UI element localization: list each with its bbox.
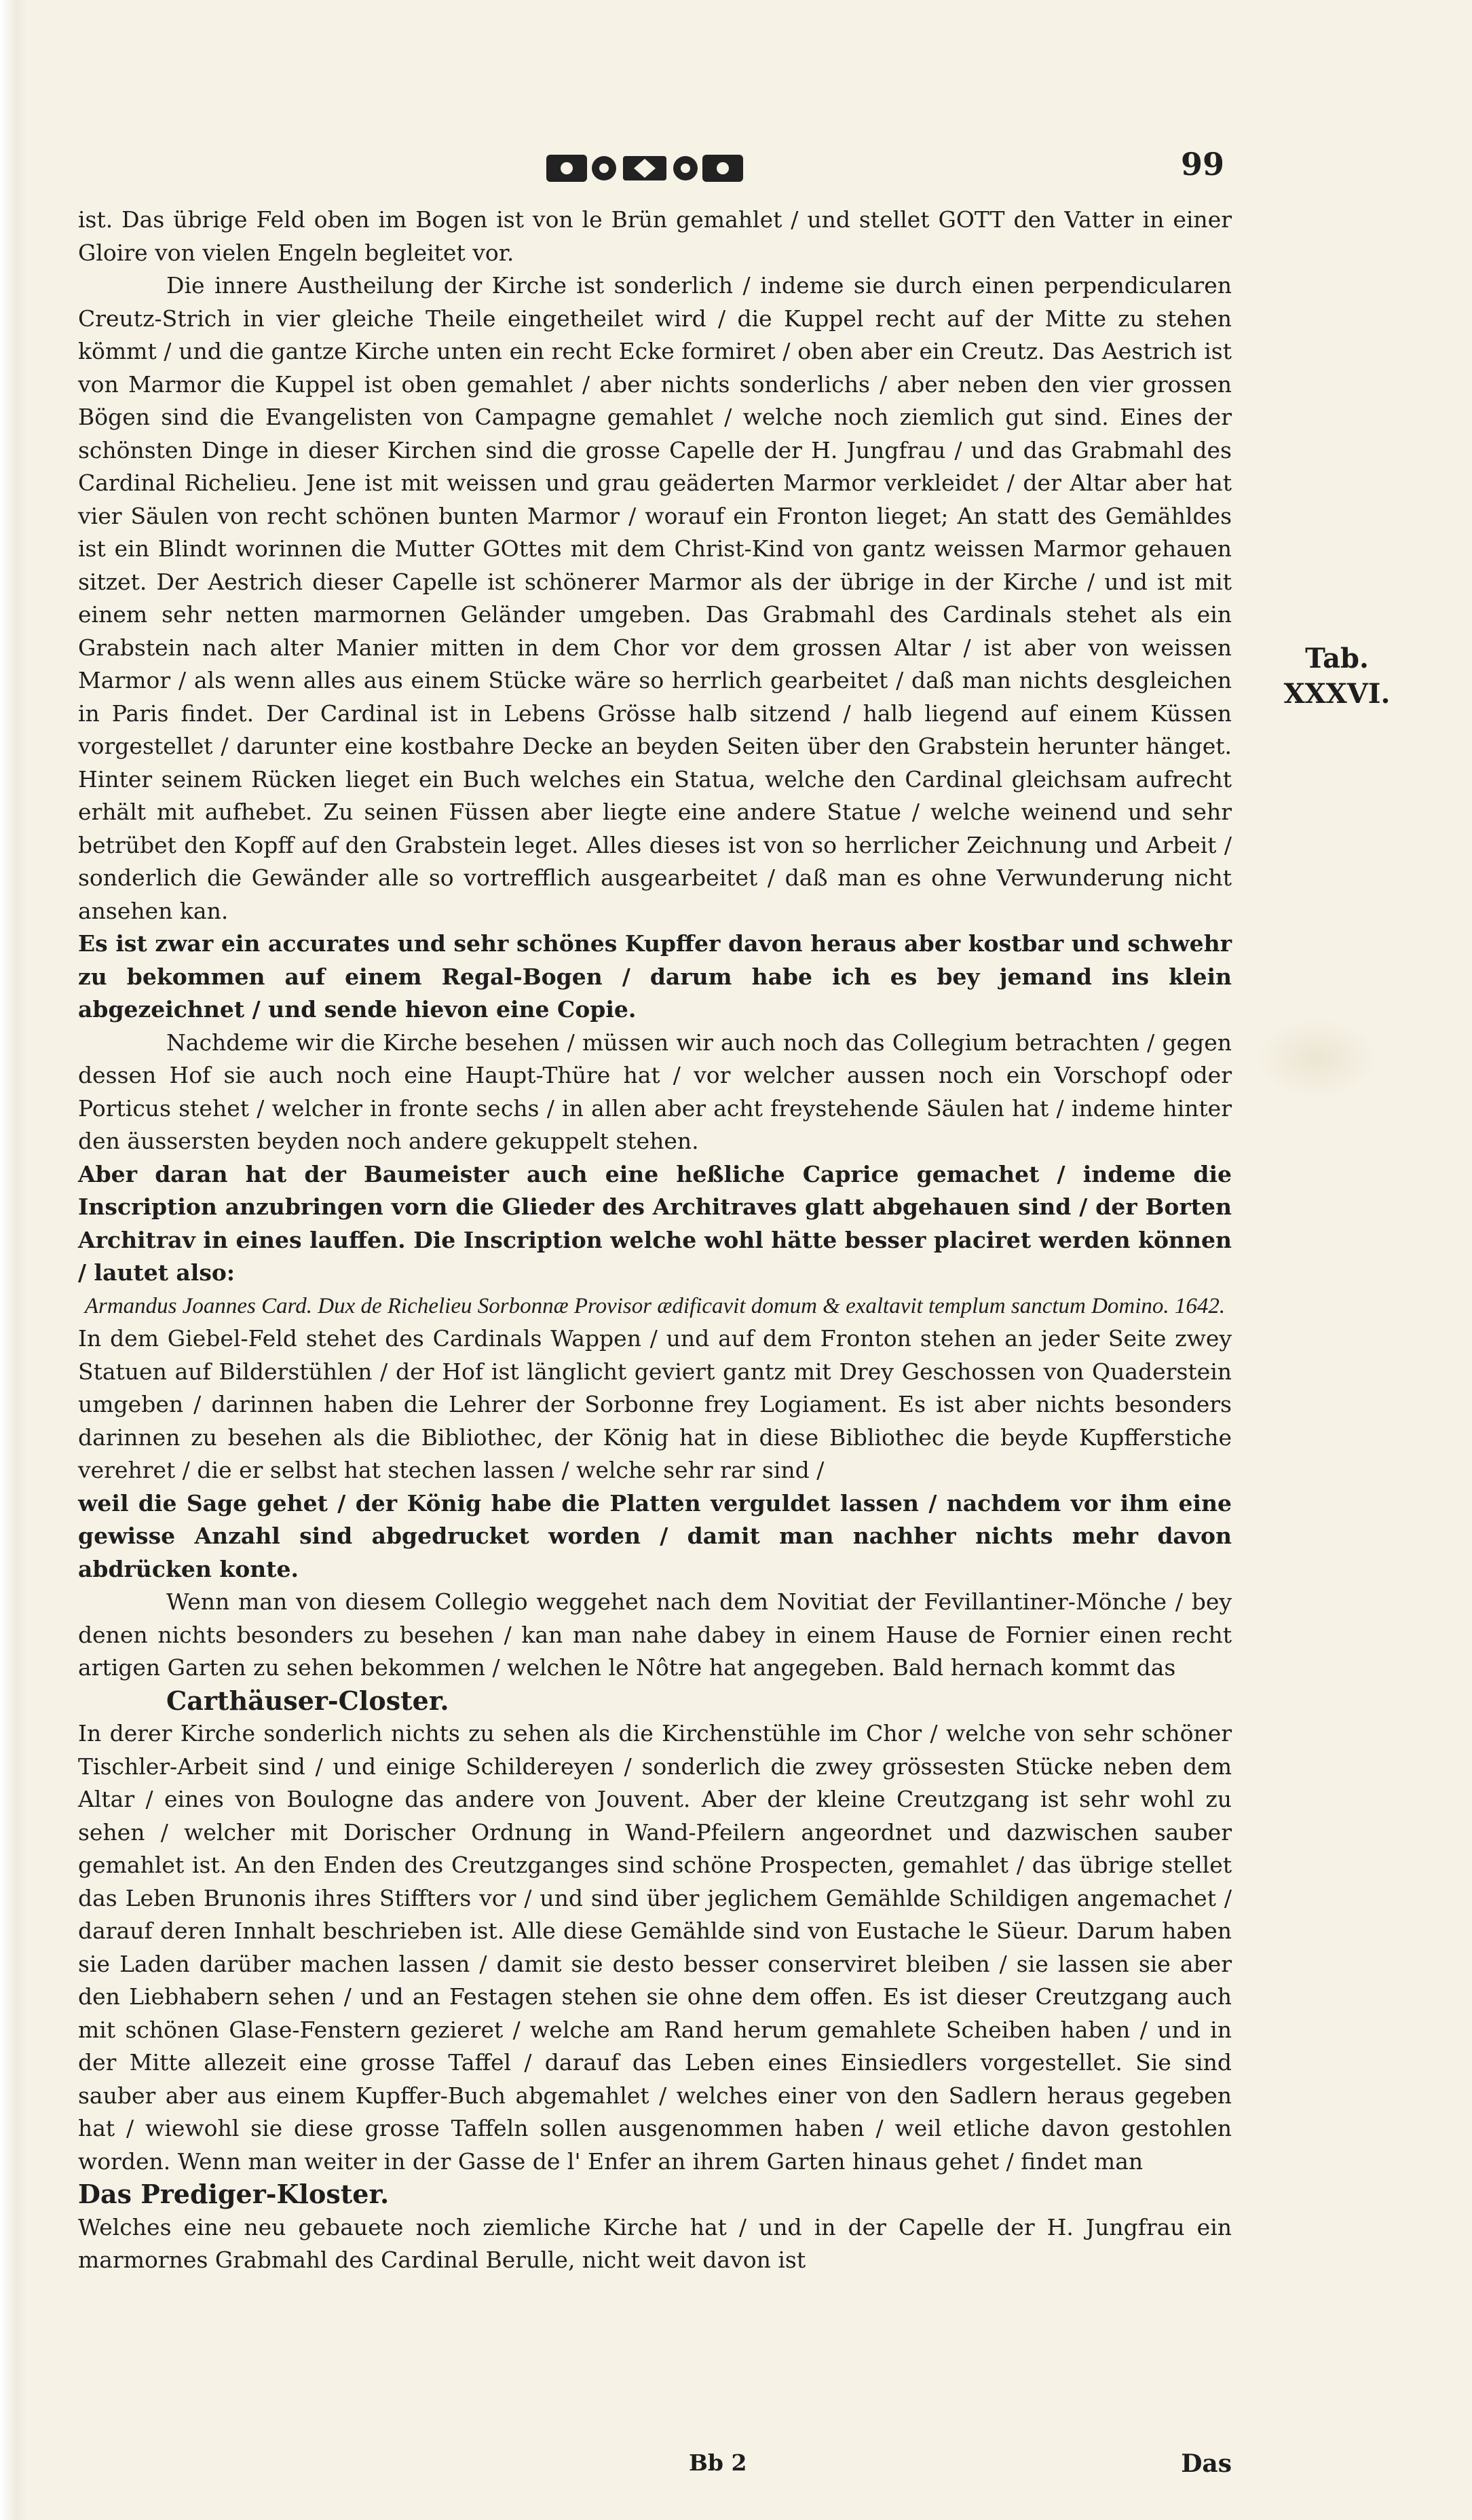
- paragraph-emphasis: Aber daran hat der Baumeister auch eine heßliche Caprice gemachet / indeme die Inscription anzubringen vorn die Glieder des Architraves glatt abgehauen sind / der Borten Architrav in eines lauffen. Die Inscription welche wohl hätte besser placiret werden können / lautet also:: [78, 1160, 1232, 1286]
- paragraph: Wenn man von diesem Collegio weggehet nach dem Novitiat der Fevillantiner-Mönche / bey denen nichts besonders zu besehen / kan man nahe dabey in einem Hause de Fornier einen recht artigen Garten zu sehen bekommen / welchen le Nôtre hat angegeben. Bald hernach kommt das: [78, 1588, 1232, 1681]
- decorative-ornament-icon: [543, 149, 747, 187]
- paragraph: ist. Das übrige Feld oben im Bogen ist von le Brün gemahlet / und stellet GOTT den Vatter in einer Gloire von vielen Engeln begleitet vor.: [78, 206, 1232, 266]
- page-header: [75, 146, 1228, 193]
- catchword: Das: [1181, 2449, 1232, 2478]
- paragraph-emphasis: Es ist zwar ein accurates und sehr schönes Kupffer davon heraus aber kostbar und schwehr zu bekommen auf einem Regal-Bogen / darum habe ich es bey jemand ins klein abgezeichnet / und sende hievon eine Copie.: [78, 930, 1232, 1023]
- paragraph: Die innere Austheilung der Kirche ist sonderlich / indeme sie durch einen perpendicularen Creutz-Strich in vier gleiche Theile eingetheilet wird / die Kuppel recht auf der Mitte zu stehen kömmt / und die gantze Kirche unten ein recht Ecke formiret / oben aber ein Creutz. Das Aestrich ist von Marmor die Kuppel ist oben gemahlet / aber nichts sonderlichs / aber neben den vier grossen Bögen sind die Evangelisten von Campagne gemahlet / welche noch ziemlich gut sind. Eines der schönsten Dinge in dieser Kirchen sind die grosse Capelle der H. Jungfrau / und das Grabmahl des Cardinal Richelieu. Jene ist mit weissen und grau geäderten Marmor verkleidet / der Altar aber hat vier Säulen von recht schönen bunten Marmor / worauf ein Fronton lieget; An statt des Gemähldes ist ein Blindt worinnen die Mutter GOttes mit dem Christ-Kind von gantz weissen Marmor gehauen sitzet. Der Aestrich dieser Capelle ist schönerer Marmor als der übrige in der Kirche / und ist mit einem sehr netten marmornen Geländer umgeben. Das Grabmahl des Cardinals stehet als ein Grabstein nach alter Manier mitten in dem Chor vor dem grossen Altar / ist aber von weissen Marmor / als wenn alles aus einem Stücke wäre so herrlich gearbeitet / daß man nichts desgleichen in Paris findet. Der Cardinal ist in Lebens Grösse halb sitzend / halb liegend auf einem Küssen vorgestellet / darunter eine kostbahre Decke an beyden Seiten über den Grabstein herunter hänget. Hinter seinem Rücken lieget ein Buch welches ein Statua, welche den Cardinal gleichsam aufrecht erhält mit aufhebet. Zu seinen Füssen aber liegte eine andere Statue / welche weinend und sehr betrübet den Kopff auf den Grabstein leget. Alles dieses ist von so herrlicher Zeichnung und Arbeit / sonderlich die Gewänder alle so vortrefflich ausgearbeitet / daß man es ohne Verwunderung nicht ansehen kan.: [78, 272, 1232, 924]
- section-heading-carthusian-monastery: Carthäuser-Closter.: [166, 1685, 449, 1716]
- margin-note-table-reference: [1259, 641, 1415, 712]
- page-footer: [78, 2449, 1232, 2490]
- body-text: [78, 204, 1232, 2277]
- signature-mark: Bb 2: [689, 2449, 747, 2476]
- paragraph: Welches eine neu gebauete noch ziemliche Kirche hat / und in der Capelle der H. Jungfrau ein marmornes Grabmahl des Cardinal Berulle, nicht weit davon ist: [78, 2213, 1232, 2273]
- binding-edge: [0, 0, 27, 2520]
- paragraph: In dem Giebel-Feld stehet des Cardinals Wappen / und auf dem Fronton stehen an jeder Seite zwey Statuen auf Bilderstühlen / der Hof ist länglicht geviert gantz mit Drey Geschossen von Quaderstein umgeben / darinnen haben die Lehrer der Sorbonne frey Logiament. Es ist aber nichts besonders darinnen zu besehen als die Bibliothec, der König hat in diese Bibliothec die beyde Kupfferstiche verehret / die er selbst hat stechen lassen / welche sehr rar sind /: [78, 1325, 1232, 1483]
- margin-note-line: Tab.: [1305, 643, 1369, 674]
- section-heading-preacher-monastery: Das Prediger-Kloster.: [78, 2179, 390, 2209]
- paragraph-emphasis: weil die Sage gehet / der König habe die Platten verguldet lassen / nachdem vor ihm eine gewisse Anzahl sind abgedrucket worden / damit man nachher nichts mehr davon abdrücken konte.: [78, 1489, 1232, 1582]
- paragraph: In derer Kirche sonderlich nichts zu sehen als die Kirchenstühle im Chor / welche von sehr schöner Tischler-Arbeit sind / und einige Schildereyen / sonderlich die zwey grössesten Stücke neben dem Altar / eines von Boulogne das andere von Jouvent. Aber der kleine Creutzgang ist sehr wohl zu sehen / welcher mit Dorischer Ordnung in Wand-Pfeilern angeordnet und dazwischen sauber gemahlet ist. An den Enden des Creutzganges sind schöne Prospecten, gemahlet / das übrige stellet das Leben Brunonis ihres Stiffters vor / und sind über jeglichem Gemählde Schildigen angemachet / darauf deren Innhalt beschrieben ist. Alle diese Gemählde sind von Eustache le Süeur. Darum haben sie Laden darüber machen lassen / damit sie desto besser conserviret bleiben / sie lassen sie aber den Liebhabern sehen / und an Festagen stehen sie ohne dem offen. Es ist dieser Creutzgang auch mit schönen Glase-Fenstern gezieret / welche am Rand herum gemahlete Scheiben haben / und in der Mitte allezeit eine grosse Taffel / darauf das Leben eines Einsiedlers vorgestellet. Sie sind sauber aber aus einem Kupffer-Buch abgemahlet / welches einer von den Sadlern heraus gegeben hat / wiewohl sie diese grosse Taffeln sollen ausgenommen haben / weil etliche davon gestohlen worden. Wenn man weiter in der Gasse de l' Enfer an ihrem Garten hinaus gehet / findet man: [78, 1720, 1232, 2175]
- page-number: 99: [1181, 146, 1225, 183]
- paragraph: Nachdeme wir die Kirche besehen / müssen wir auch noch das Collegium betrachten / gegen dessen Hof sie auch noch eine Haupt-Thüre hat / vor welcher aussen noch ein Vorschopf oder Porticus stehet / welcher in fronte sechs / in allen aber acht freystehende Säulen hat / indeme hinter den äussersten beyden noch andere gekuppelt stehen.: [78, 1029, 1232, 1154]
- paper-stain: [1256, 1018, 1378, 1099]
- latin-inscription: Armandus Joannes Card. Dux de Richelieu Sorbonnæ Provisor ædificavit domum & exaltavit templum sanctum Domino. 1642.: [84, 1293, 1226, 1318]
- margin-note-line: XXXVI.: [1283, 678, 1391, 710]
